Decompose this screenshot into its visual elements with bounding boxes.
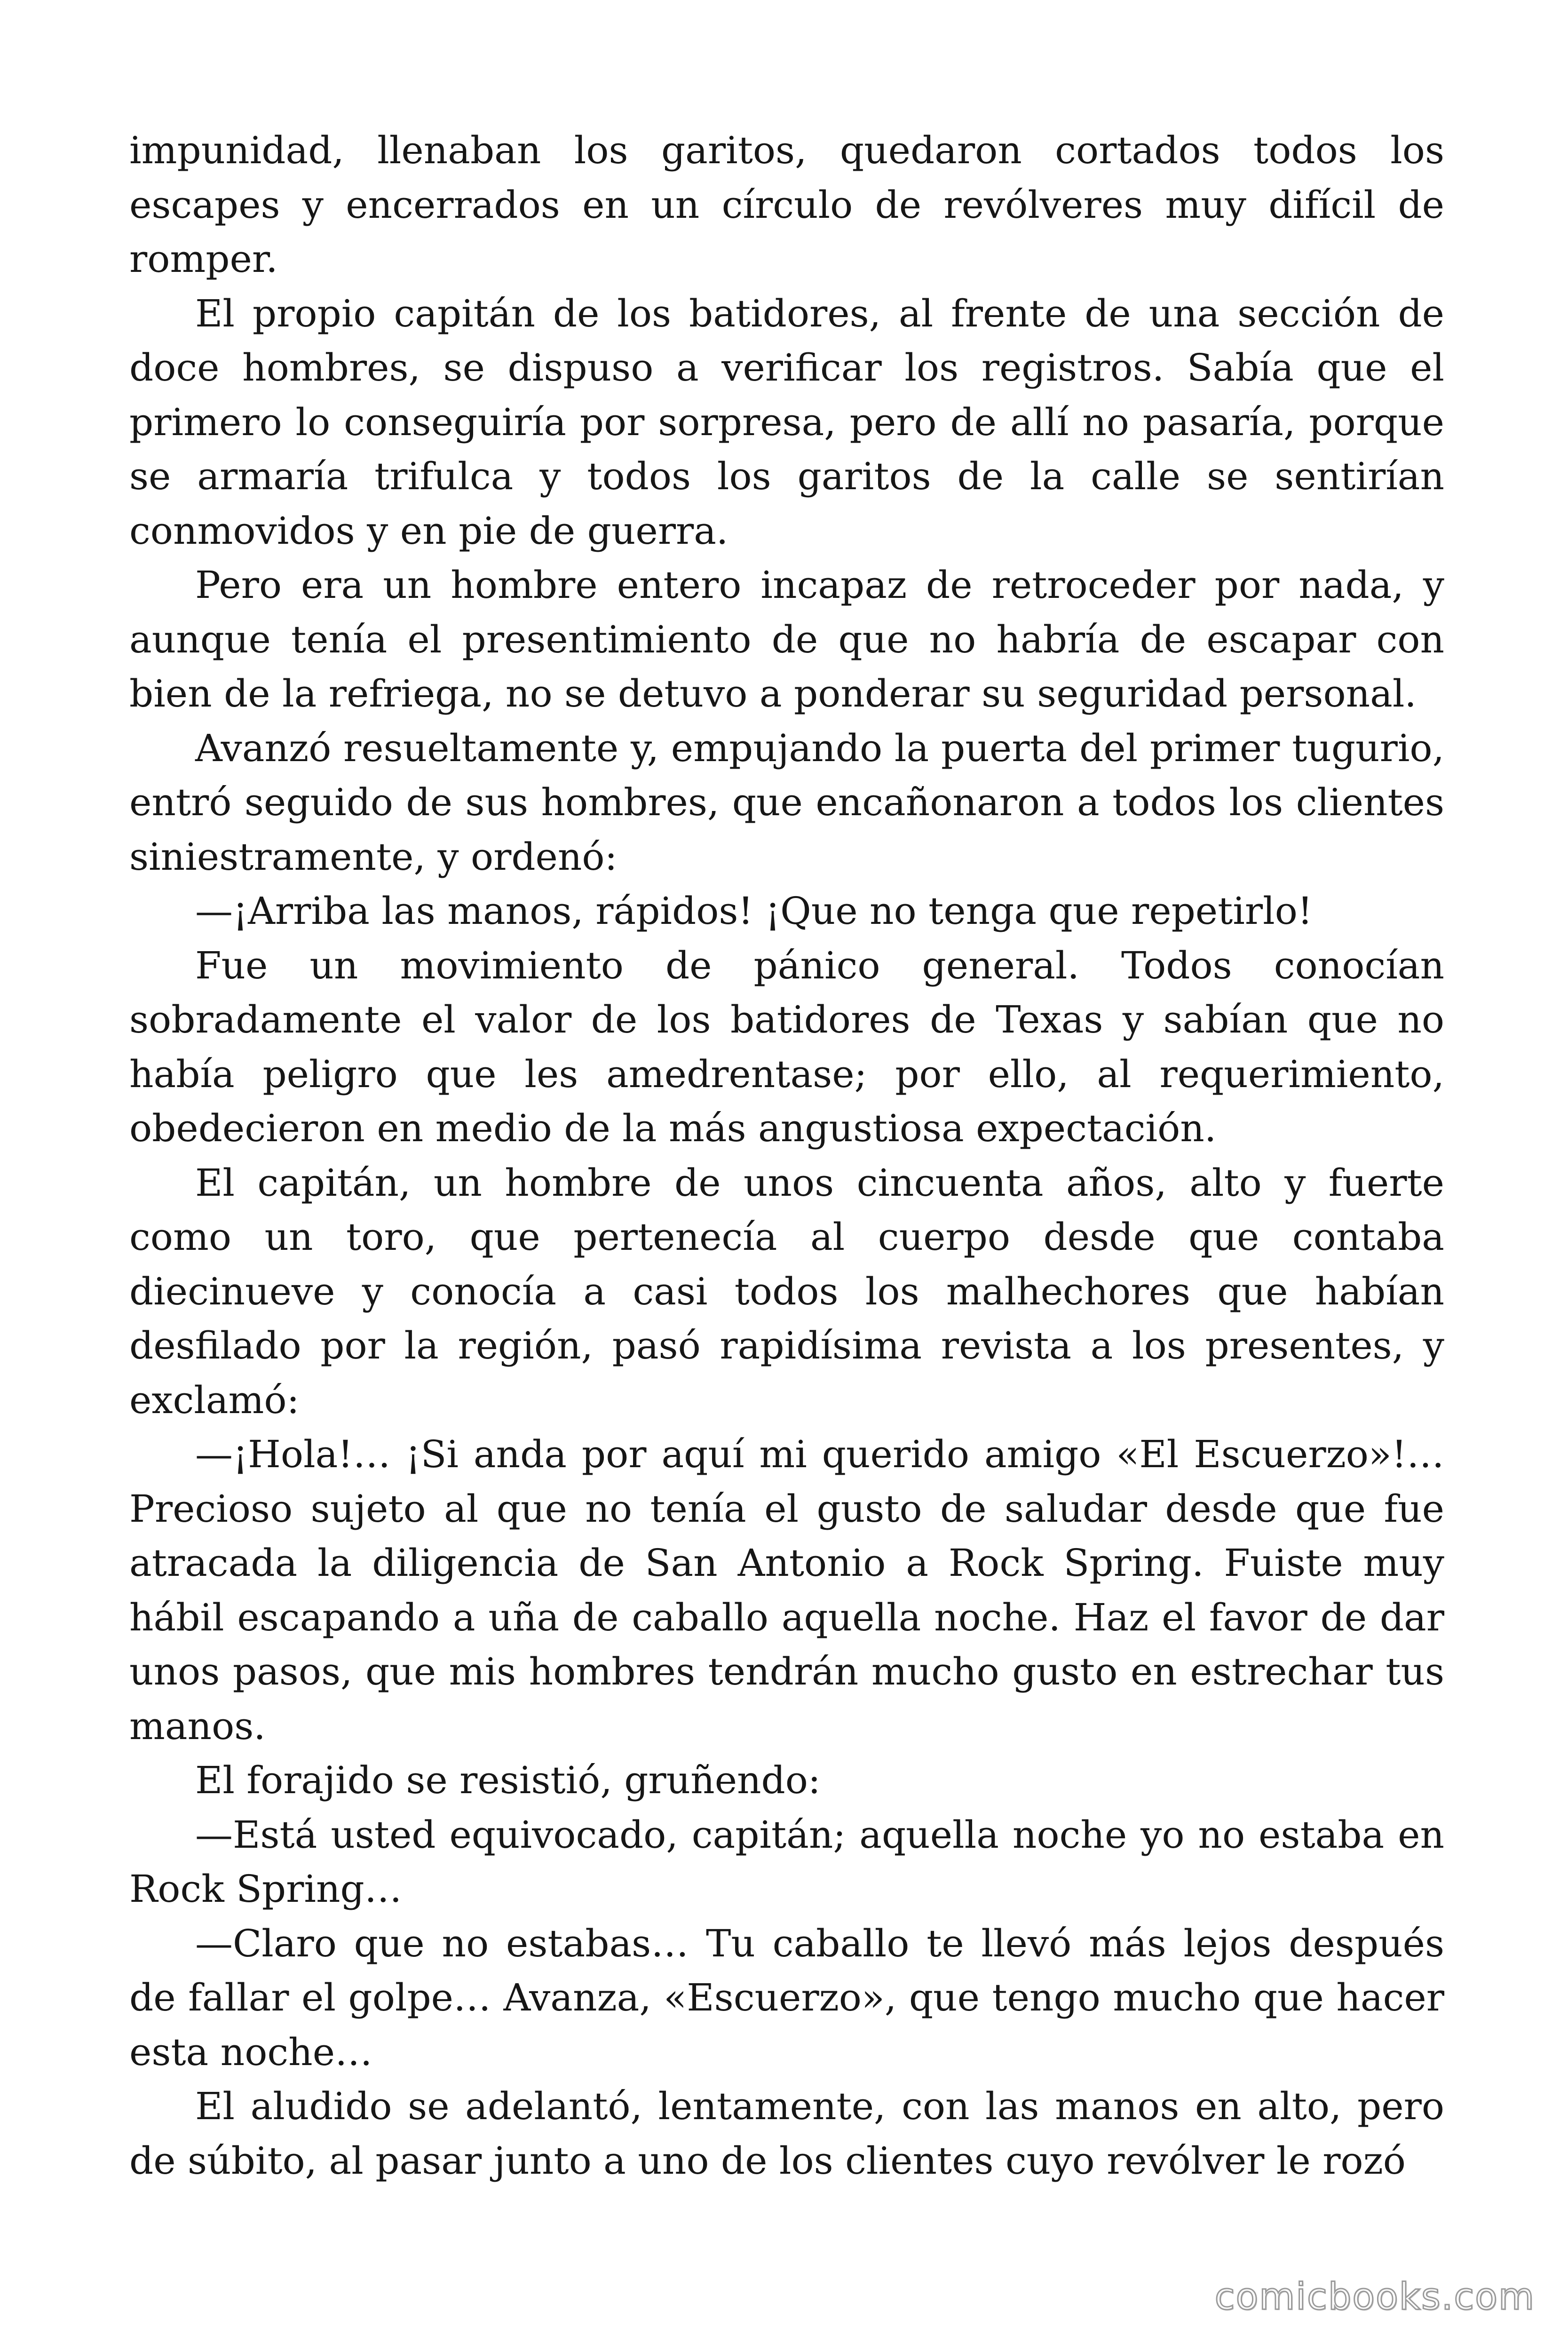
paragraph: Fue un movimiento de pánico general. Todos conocían sobradamente el valor de los batidores de Texas y sabían que no había peligro que les amedrentase; por ello, al requerimiento, obedecieron en medio de la más angustiosa expectación. xyxy=(129,943,1444,1150)
paragraph: El capitán, un hombre de unos cincuenta años, alto y fuerte como un toro, que pertenecía al cuerpo desde que contaba diecinueve y conocía a casi todos los malhechores que habían desfilado por la región, pasó rapidísima revista a los presentes, y exclamó: xyxy=(129,1160,1444,1422)
paragraph: Avanzó resueltamente y, empujando la puerta del primer tugurio, entró seguido de sus hombres, que encañonaron a todos los clientes siniestramente, y ordenó: xyxy=(129,726,1444,879)
dialogue-line: —¡Hola!… ¡Si anda por aquí mi querido amigo «El Escuerzo»!… Precioso sujeto al que no tenía el gusto de saludar desde que fue atracada la diligencia de San Antonio a Rock Spring. Fuiste muy hábil escapando a uña de caballo aquella noche. Haz el favor de dar unos pasos, que mis hombres tendrán mucho gusto en estrechar tus manos. xyxy=(129,1432,1444,1748)
paragraph: El propio capitán de los batidores, al frente de una sección de doce hombres, se dispuso a verificar los registros. Sabía que el primero lo conseguiría por sorpresa, pero de allí no pasaría, porque se armaría trifulca y todos los garitos de la calle se sentirían conmovidos y en pie de guerra. xyxy=(129,291,1444,553)
page-body xyxy=(129,123,1444,2188)
paragraph: Pero era un hombre entero incapaz de retroceder por nada, y aunque tenía el presentimiento de que no habría de escapar con bien de la refriega, no se detuvo a ponderar su seguridad personal. xyxy=(129,563,1444,715)
paragraph: El aludido se adelantó, lentamente, con las manos en alto, pero de súbito, al pasar junto a uno de los clientes cuyo revólver le rozó xyxy=(129,2084,1444,2183)
watermark: comicbooks.com xyxy=(1214,2276,1535,2318)
dialogue-line: —¡Arriba las manos, rápidos! ¡Que no tenga que repetirlo! xyxy=(195,889,1313,933)
dialogue-line: —Claro que no estabas… Tu caballo te llevó más lejos después de fallar el golpe… Avanza, «Escuerzo», que tengo mucho que hacer esta noche… xyxy=(129,1921,1444,2074)
paragraph: impunidad, llenaban los garitos, quedaron cortados todos los escapes y encerrados en un círculo de revólveres muy difícil de romper. xyxy=(129,128,1444,281)
paragraph: El forajido se resistió, gruñendo: xyxy=(195,1758,821,1802)
dialogue-line: —Está usted equivocado, capitán; aquella noche yo no estaba en Rock Spring… xyxy=(129,1812,1444,1911)
